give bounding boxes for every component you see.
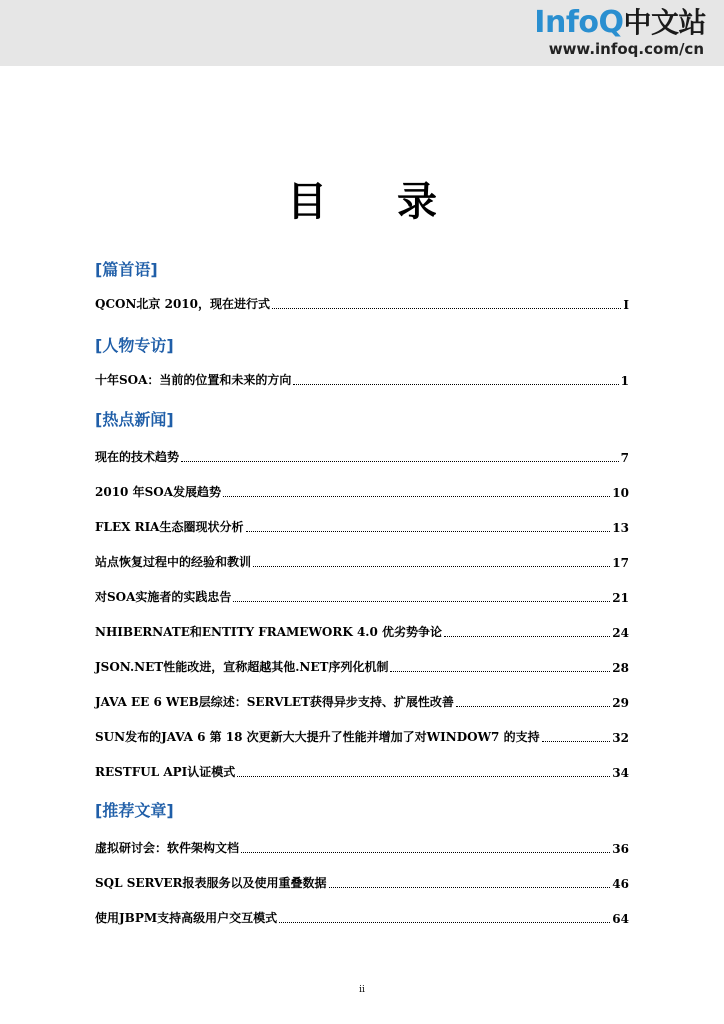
toc-entry-title: 十年SOA：当前的位置和未来的方向 xyxy=(95,373,292,387)
toc-entry[interactable] xyxy=(95,552,629,570)
toc-dot-leader xyxy=(542,741,611,742)
toc-dot-leader xyxy=(253,566,610,567)
toc-entry[interactable] xyxy=(95,370,629,388)
page-number: ii xyxy=(359,985,365,995)
toc-entry-title: 2010 年SOA发展趋势 xyxy=(95,485,222,499)
toc-entry-title: SUN发布的JAVA 6 第 18 次更新大大提升了性能并增加了对WINDOW7 的支持 xyxy=(95,730,540,744)
toc-entry[interactable] xyxy=(95,447,629,465)
toc-entry-title: 虚拟研讨会：软件架构文档 xyxy=(95,841,240,855)
toc-entry[interactable] xyxy=(95,873,629,891)
toc-entry[interactable] xyxy=(95,294,629,312)
toc-entry-page: 32 xyxy=(612,731,629,745)
toc-entry-page: 21 xyxy=(612,591,629,605)
toc-entry-page: 24 xyxy=(612,626,629,640)
logo-cn: 中文站 xyxy=(623,6,706,39)
toc-entry-page: 64 xyxy=(612,912,629,926)
toc-dot-leader xyxy=(456,706,610,707)
toc-entry[interactable] xyxy=(95,908,629,926)
section-heading: [推荐文章] xyxy=(95,801,174,820)
toc-dot-leader xyxy=(223,496,610,497)
toc-entry-page: 29 xyxy=(612,696,629,710)
toc-dot-leader xyxy=(246,531,611,532)
toc-entry[interactable] xyxy=(95,838,629,856)
toc-entry-title: 现在的技术趋势 xyxy=(95,450,180,464)
toc-entry-title: QCON北京 2010，现在进行式 xyxy=(95,297,271,311)
toc-entry-title: FLEX RIA生态圈现状分析 xyxy=(95,520,244,534)
toc-entry[interactable] xyxy=(95,587,629,605)
logo-url: www.infoq.com/cn xyxy=(548,40,704,58)
section-heading: [热点新闻] xyxy=(95,410,174,429)
logo-wordmark xyxy=(534,6,706,40)
toc-entry-title: 使用JBPM支持高级用户交互模式 xyxy=(95,911,278,925)
toc-dot-leader xyxy=(237,776,610,777)
toc-entry-page: 34 xyxy=(612,766,629,780)
toc-entry-page: 46 xyxy=(612,877,629,891)
section-heading: [篇首语] xyxy=(95,260,158,279)
toc-entry-page: I xyxy=(623,298,629,312)
toc-entry-page: 1 xyxy=(620,374,629,388)
toc-entry-title: 站点恢复过程中的经验和教训 xyxy=(95,555,252,569)
toc-entry-title: 对SOA实施者的实践忠告 xyxy=(95,590,232,604)
toc-dot-leader xyxy=(329,887,611,888)
toc-entry-title: NHIBERNATE和ENTITY FRAMEWORK 4.0 优劣势争论 xyxy=(95,625,443,639)
page-title xyxy=(0,170,724,227)
toc-entry-title: RESTFUL API认证模式 xyxy=(95,765,236,779)
logo-brand: InfoQ xyxy=(534,5,624,40)
toc-entry[interactable] xyxy=(95,657,629,675)
toc-entry-page: 10 xyxy=(612,486,629,500)
toc-entry-title: JAVA EE 6 WEB层综述：SERVLET获得异步支持、扩展性改善 xyxy=(95,695,454,709)
infoq-logo[interactable] xyxy=(506,6,706,62)
toc-dot-leader xyxy=(233,601,610,602)
title-right: 录 xyxy=(397,179,437,225)
toc-entry-page: 28 xyxy=(612,661,629,675)
toc-dot-leader xyxy=(272,308,621,309)
toc-dot-leader xyxy=(444,636,610,637)
toc-entry[interactable] xyxy=(95,517,629,535)
toc-entry-page: 36 xyxy=(612,842,629,856)
toc-dot-leader xyxy=(181,461,619,462)
toc-dot-leader xyxy=(293,384,618,385)
toc-entry[interactable] xyxy=(95,692,629,710)
toc-entry[interactable] xyxy=(95,622,629,640)
toc-entry[interactable] xyxy=(95,482,629,500)
toc-entry-page: 17 xyxy=(612,556,629,570)
title-left: 目 xyxy=(287,179,327,225)
header-band xyxy=(0,0,724,66)
toc-entry-page: 7 xyxy=(620,451,629,465)
toc-entry[interactable] xyxy=(95,762,629,780)
toc-entry[interactable] xyxy=(95,727,629,745)
toc-dot-leader xyxy=(390,671,610,672)
toc-entry-title: SQL SERVER报表服务以及使用重叠数据 xyxy=(95,876,327,890)
toc-dot-leader xyxy=(241,852,610,853)
toc-entry-title: JSON.NET性能改进，宣称超越其他.NET序列化机制 xyxy=(95,660,389,674)
toc-entry-page: 13 xyxy=(612,521,629,535)
toc-dot-leader xyxy=(279,922,610,923)
section-heading: [人物专访] xyxy=(95,336,174,355)
